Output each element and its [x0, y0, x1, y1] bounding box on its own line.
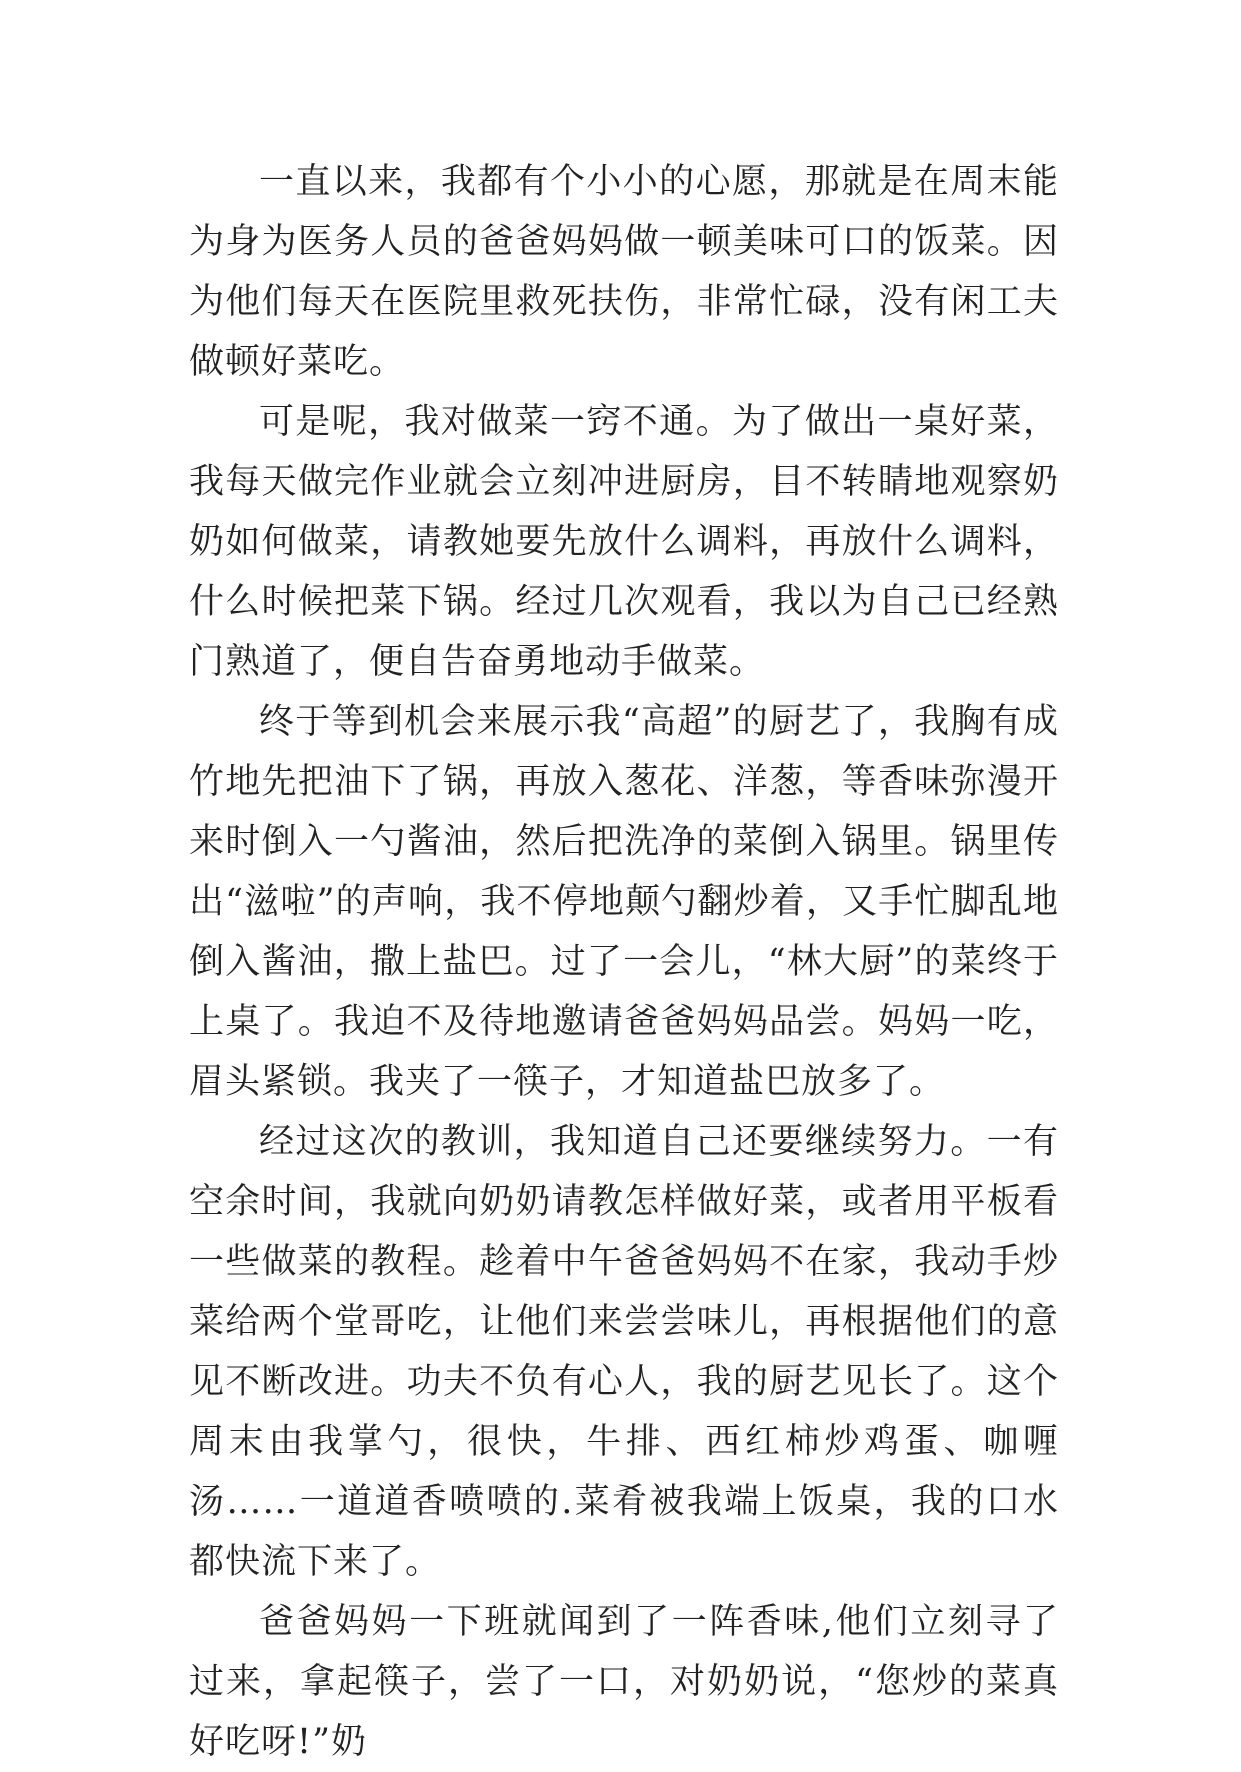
- essay-body: [189, 152, 1059, 1772]
- paragraph-3: 终于等到机会来展示我“高超”的厨艺了，我胸有成竹地先把油下了锅，再放入葱花、洋葱，等香味弥漫开来时倒入一勺酱油，然后把洗净的菜倒入锅里。锅里传出“滋啦”的声响，我不停地颠勺翻炒着，又手忙脚乱地倒入酱油，撒上盐巴。过了一会儿，“林大厨”的菜终于上桌了。我迫不及待地邀请爸爸妈妈品尝。妈妈一吃，眉头紧锁。我夹了一筷子，才知道盐巴放多了。: [189, 702, 1059, 1102]
- paragraph-2: 可是呢，我对做菜一窍不通。为了做出一桌好菜，我每天做完作业就会立刻冲进厨房，目不转睛地观察奶奶如何做菜，请教她要先放什么调料，再放什么调料，什么时候把菜下锅。经过几次观看，我以为自己已经熟门熟道了，便自告奋勇地动手做菜。: [189, 402, 1059, 682]
- paragraph-1: 一直以来，我都有个小小的心愿，那就是在周末能为身为医务人员的爸爸妈妈做一顿美味可口的饭菜。因为他们每天在医院里救死扶伤，非常忙碌，没有闲工夫做顿好菜吃。: [189, 162, 1059, 382]
- paragraph-5: 爸爸妈妈一下班就闻到了一阵香味,他们立刻寻了过来，拿起筷子，尝了一口，对奶奶说，“您炒的菜真好吃呀!”奶: [189, 1602, 1059, 1762]
- paragraph-4: 经过这次的教训，我知道自己还要继续努力。一有空余时间，我就向奶奶请教怎样做好菜，或者用平板看一些做菜的教程。趁着中午爸爸妈妈不在家，我动手炒菜给两个堂哥吃，让他们来尝尝味儿，再根据他们的意见不断改进。功夫不负有心人，我的厨艺见长了。这个周末由我掌勺，很快，牛排、西红柿炒鸡蛋、咖喱汤……一道道香喷喷的.菜肴被我端上饭桌，我的口水都快流下来了。: [189, 1122, 1059, 1582]
